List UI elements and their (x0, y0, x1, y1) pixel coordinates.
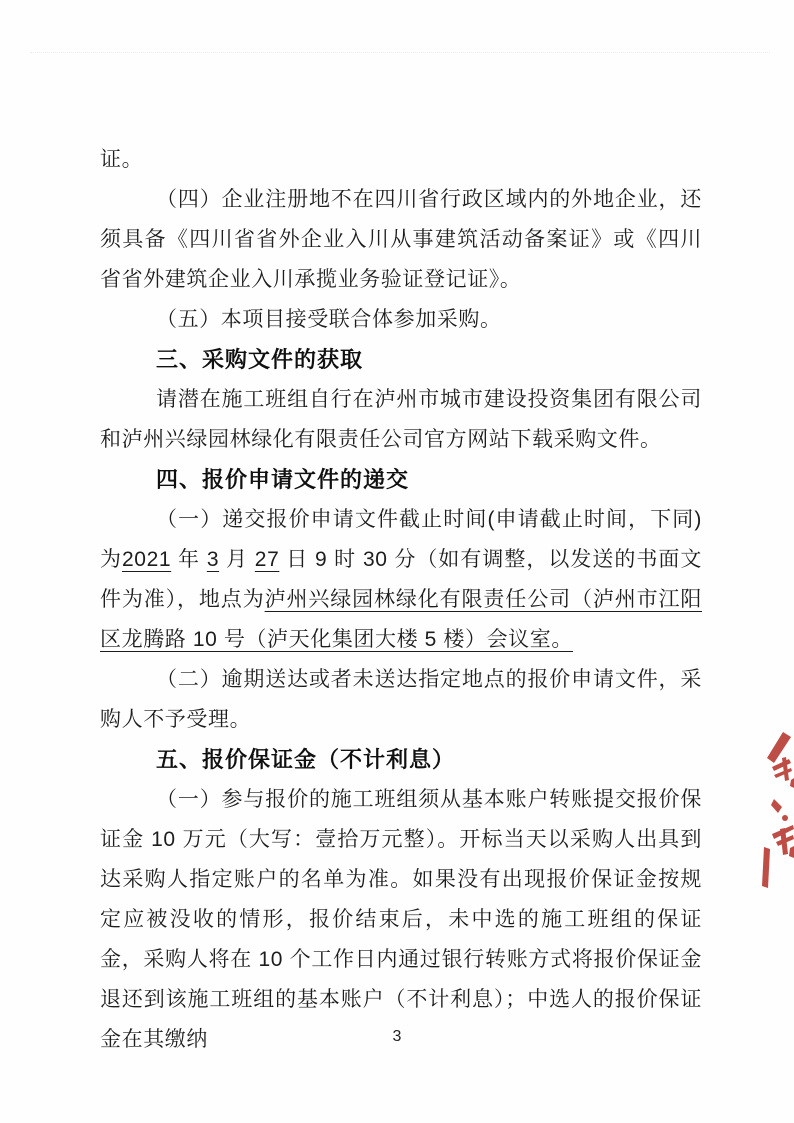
text-segment: （一）递交报价申请文件截止时间(申请截止时间，下同)为 (100, 508, 702, 571)
text-segment: 请潜在施工班组自行在泸州市城市建设投资集团有限公司和泸州兴绿园林绿化有限责任公司官方网站下载采购文件。 (100, 388, 702, 451)
paragraph-deposit-terms (100, 780, 702, 1060)
underlined-text: 27 (254, 548, 280, 571)
text-segment: 三、采购文件的获取 (156, 347, 364, 372)
section-heading-4-submission (100, 460, 702, 500)
underlined-text: 3 (206, 548, 220, 571)
section-heading-3-document-acquisition (100, 340, 702, 380)
red-seal-stamp-fragment (752, 728, 794, 892)
scan-noise-artifact (30, 52, 770, 53)
document-body (100, 140, 702, 1060)
paragraph-continuation-line (100, 140, 702, 180)
section-heading-5-bid-deposit (100, 740, 702, 780)
text-segment: 五、报价保证金（不计利息） (156, 747, 456, 772)
text-segment: 月 (219, 548, 255, 571)
paragraph-late-submission (100, 660, 702, 740)
paragraph-download-instructions (100, 380, 702, 460)
text-segment: （五）本项目接受联合体参加采购。 (156, 308, 502, 331)
text-segment: （四）企业注册地不在四川省行政区域内的外地企业，还须具备《四川省省外企业入川从事建筑活动备案证》或《四川省省外建筑企业入川承揽业务验证登记证》。 (100, 188, 702, 291)
underlined-text: 泸州兴绿园林绿化有限责任公司（泸州市江阳区龙腾路 10 号（泸天化集团大楼 5 楼）会议室。 (100, 588, 702, 651)
text-segment: 证。 (100, 148, 144, 171)
text-segment: 日 9 时 30 分（如有调整，以发送的书面文件为准），地点为 (100, 548, 703, 611)
paragraph-clause-5-consortium (100, 300, 702, 340)
paragraph-deadline-and-location (100, 500, 702, 660)
underlined-text: 2021 (122, 548, 172, 571)
text-segment: 年 (171, 548, 207, 571)
page-number: 3 (392, 1028, 402, 1045)
text-segment: 四、报价申请文件的递交 (156, 467, 410, 492)
paragraph-clause-4-out-of-province (100, 180, 702, 300)
text-segment: （二）逾期送达或者未送达指定地点的报价申请文件，采购人不予受理。 (100, 668, 702, 731)
text-segment: （一）参与报价的施工班组须从基本账户转账提交报价保证金 10 万元（大写：壹拾万元整）。开标当天以采购人出具到达采购人指定账户的名单为准。如果没有出现报价保证金按规定应被没收的情形，报价结束后，未中选的施工班组的保证金，采购人将在 10 个工作日内通过银行转账方式将报价保证金退还到该施工班组的基本账户（不计利息）；中选人的报价保证金在其缴纳 (100, 788, 702, 1051)
